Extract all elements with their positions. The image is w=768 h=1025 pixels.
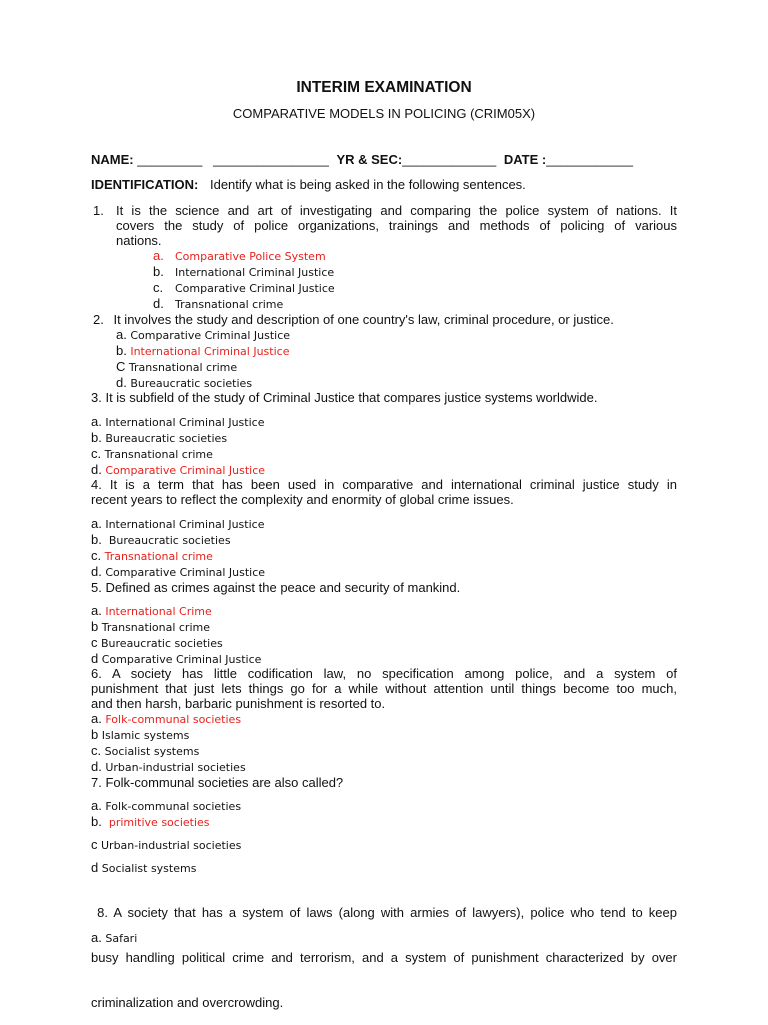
option-text: Comparative Police System (175, 250, 326, 263)
answer-option (91, 549, 213, 564)
question-text: 8. A society that has a system of laws (along with armies of lawyers), police who tend to keep (91, 905, 677, 920)
answer-option (91, 744, 199, 759)
option-text: Socialist systems (104, 745, 200, 758)
question-text: It involves the study and description of one country's law, criminal procedure, or justice. (113, 312, 614, 327)
option-label: a. (91, 603, 102, 618)
option-text: Urban-industrial societies (105, 761, 246, 774)
question-text: nations. (116, 233, 162, 248)
option-label: a. (91, 516, 102, 531)
answer-option (91, 799, 241, 814)
option-label: c. (91, 743, 102, 758)
option-label: c (91, 635, 98, 650)
option-label: a. (91, 711, 102, 726)
option-text: Comparative Criminal Justice (105, 566, 266, 579)
question-text: It is the science and art of investigating and comparing the police system of nations. It (116, 203, 677, 218)
option-text: Islamic systems (101, 729, 190, 742)
option-label: b. (91, 814, 102, 829)
answer-option (91, 712, 241, 727)
question-text: 6. A society has little codification law, no specification among police, and a system of (91, 666, 677, 681)
question-6 (91, 666, 677, 711)
answer-option (91, 533, 231, 548)
option-text: Comparative Criminal Justice (101, 653, 262, 666)
option-label: a. (91, 930, 102, 945)
option-label: d (91, 651, 99, 666)
answer-option (91, 447, 213, 462)
option-text: Transnational crime (104, 448, 213, 461)
question-text: 4. It is a term that has been used in comparative and international criminal justice study in (91, 477, 677, 492)
option-label: d. (91, 462, 102, 477)
option-label: a. (91, 414, 102, 429)
option-text: Transnational crime (128, 361, 238, 374)
answer-option (91, 931, 137, 946)
answer-option (153, 249, 326, 264)
answer-option (153, 281, 335, 296)
option-label: b. (153, 264, 164, 279)
option-label: b (91, 619, 99, 634)
option-label: d. (91, 759, 102, 774)
option-label: a. (153, 248, 164, 263)
answer-option (116, 344, 289, 359)
question-text: and then harsh, barbaric punishment is resorted to. (91, 696, 386, 711)
instructions-label: IDENTIFICATION: (91, 177, 199, 192)
option-text: Socialist systems (101, 862, 197, 875)
option-text: Urban-industrial societies (101, 839, 242, 852)
option-label: b (91, 727, 99, 742)
option-text: International Criminal Justice (130, 345, 290, 358)
exam-title: INTERIM EXAMINATION (296, 79, 472, 96)
student-info-line (91, 152, 633, 167)
answer-option (91, 760, 246, 775)
yrsec-blank[interactable]: _____________ (402, 152, 497, 167)
yrsec-label: YR & SEC: (336, 152, 403, 167)
question-number: 2. (93, 312, 104, 327)
answer-option (91, 815, 210, 830)
name-label: NAME: (91, 152, 134, 167)
answer-option (91, 620, 210, 635)
option-text: Bureaucratic societies (130, 377, 253, 390)
question-number: 1. (93, 203, 104, 218)
option-text: Bureaucratic societies (108, 534, 231, 547)
option-text: Transnational crime (175, 298, 284, 311)
option-text: Bureaucratic societies (101, 637, 223, 650)
question-text: recent years to reflect the complexity and enormity of global crime issues. (91, 492, 514, 507)
option-text: International Criminal Justice (105, 518, 265, 531)
answer-option (91, 652, 261, 667)
option-label: d. (116, 375, 127, 390)
question-7: 7. Folk-communal societies are also called? (91, 775, 344, 790)
answer-option (91, 517, 264, 532)
option-label: c. (91, 548, 102, 563)
question-4 (91, 477, 677, 507)
option-text: International Criminal Justice (175, 266, 335, 279)
option-text: Folk-communal societies (105, 800, 242, 813)
option-text: primitive societies (108, 816, 210, 829)
option-label: c (91, 837, 98, 852)
answer-option (116, 360, 237, 375)
answer-option (116, 376, 252, 391)
question-5: 5. Defined as crimes against the peace and security of mankind. (91, 580, 461, 595)
option-text: Transnational crime (104, 550, 213, 563)
option-label: c. (91, 446, 102, 461)
option-label: b. (91, 430, 102, 445)
option-text: Safari (105, 932, 138, 945)
option-label: d. (91, 564, 102, 579)
option-label: C (116, 359, 126, 374)
option-text: Comparative Criminal Justice (175, 282, 335, 295)
question-text: criminalization and overcrowding. (91, 995, 284, 1010)
date-label: DATE : (503, 152, 547, 167)
date-blank[interactable]: ____________ (546, 152, 633, 167)
option-label: d. (153, 296, 164, 311)
question-text: punishment that just lets things go for a while without attention until things become too much, (91, 681, 677, 696)
answer-option (116, 328, 290, 343)
option-text: Comparative Criminal Justice (130, 329, 291, 342)
answer-option (91, 636, 223, 651)
answer-option (91, 431, 227, 446)
option-text: Bureaucratic societies (105, 432, 228, 445)
option-text: International Crime (105, 605, 212, 618)
instructions-text: Identify what is being asked in the following sentences. (209, 177, 526, 192)
question-8 (91, 875, 677, 1025)
question-2 (93, 312, 614, 327)
question-text: covers the study of police organizations, trainings and methods of policing of various (116, 218, 677, 233)
option-label: d (91, 860, 99, 875)
option-label: b. (116, 343, 127, 358)
answer-option (91, 415, 264, 430)
name-blank[interactable]: _________ ________________ (137, 152, 329, 167)
option-label: c. (153, 280, 164, 295)
option-text: Transnational crime (101, 621, 210, 634)
option-text: International Criminal Justice (105, 416, 265, 429)
question-1 (93, 203, 677, 248)
answer-option (91, 838, 241, 853)
option-label: a. (116, 327, 127, 342)
option-label: b. (91, 532, 102, 547)
option-label: a. (91, 798, 102, 813)
answer-option (153, 297, 283, 312)
exam-subtitle: COMPARATIVE MODELS IN POLICING (CRIM05X) (232, 106, 536, 121)
option-text: Comparative Criminal Justice (105, 464, 266, 477)
answer-option (153, 265, 334, 280)
answer-option (91, 604, 212, 619)
answer-option (91, 463, 265, 478)
option-text: Folk-communal societies (105, 713, 242, 726)
instructions (91, 177, 526, 192)
question-text: busy handling political crime and terrorism, and a system of punishment characterized by over (91, 950, 677, 965)
answer-option (91, 565, 265, 580)
question-3: 3. It is subfield of the study of Criminal Justice that compares justice systems worldwide. (91, 390, 598, 405)
answer-option (91, 861, 196, 876)
answer-option (91, 728, 189, 743)
